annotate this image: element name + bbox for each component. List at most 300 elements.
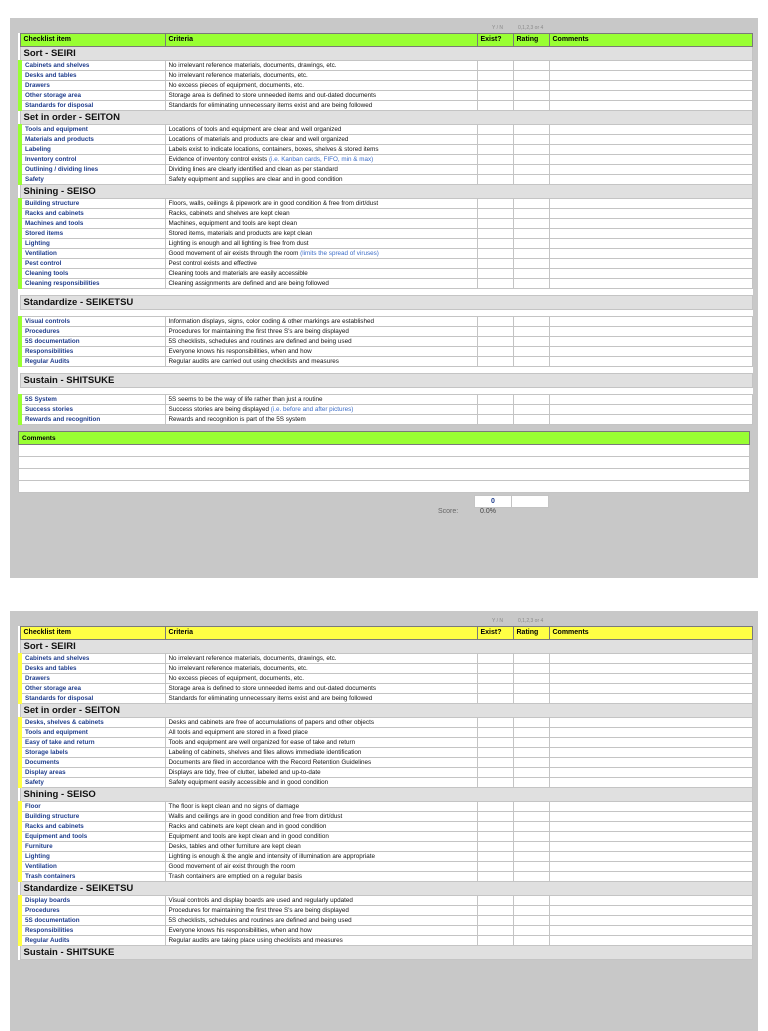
criteria-cell: [165, 862, 477, 872]
exist-input[interactable]: [477, 842, 513, 852]
exist-input[interactable]: [477, 872, 513, 882]
rating-input[interactable]: [513, 738, 549, 748]
checklist-row: [20, 862, 752, 872]
exist-input[interactable]: [477, 906, 513, 916]
exist-input[interactable]: [477, 395, 513, 405]
exist-input[interactable]: [477, 269, 513, 279]
criteria-text: 5S seems to be the way of life rather than just a routine: [168, 395, 323, 403]
exist-input[interactable]: [477, 405, 513, 415]
rating-input[interactable]: [513, 239, 549, 249]
col-header-rating: Rating: [513, 34, 549, 47]
criteria-text: No irrelevant reference materials, documents, drawings, etc.: [168, 654, 337, 662]
checklist-item: Display areas: [20, 768, 165, 778]
criteria-text: Locations of tools and equipment are clear and well organized: [168, 125, 342, 133]
criteria-cell: [165, 926, 477, 936]
exist-input[interactable]: [477, 337, 513, 347]
checklist-row: [20, 125, 752, 135]
section-row: [20, 788, 752, 802]
criteria-text: Lighting is enough and all lighting is free from dust: [168, 239, 309, 247]
rating-input[interactable]: [513, 71, 549, 81]
checklist-row: [20, 135, 752, 145]
comments-input[interactable]: [549, 694, 752, 704]
exist-input[interactable]: [477, 684, 513, 694]
section-title: Standardize - SEIKETSU: [20, 296, 752, 310]
rating-input[interactable]: [513, 125, 549, 135]
checklist-item: Tools and equipment: [20, 125, 165, 135]
exist-input[interactable]: [477, 916, 513, 926]
checklist-item: Other storage area: [20, 91, 165, 101]
exist-input[interactable]: [477, 317, 513, 327]
criteria-cell: [165, 81, 477, 91]
checklist-row: [20, 347, 752, 357]
rating-input[interactable]: [513, 862, 549, 872]
exist-input[interactable]: [477, 71, 513, 81]
exist-input[interactable]: [477, 694, 513, 704]
rating-input[interactable]: [513, 684, 549, 694]
comments-input[interactable]: [549, 239, 752, 249]
comment-line[interactable]: [19, 469, 750, 481]
comments-input[interactable]: [549, 175, 752, 185]
comments-input[interactable]: [549, 758, 752, 768]
comments-input[interactable]: [549, 812, 752, 822]
checklist-row: [20, 357, 752, 367]
rating-input[interactable]: [513, 81, 549, 91]
rating-input[interactable]: [513, 674, 549, 684]
criteria-text: Stored items, materials and products are kept clean: [168, 229, 313, 237]
criteria-cell: [165, 728, 477, 738]
section-title: Sustain - SHITSUKE: [20, 946, 752, 960]
criteria-text: Lighting is enough & the angle and intensity of illumination are appropriate: [168, 852, 376, 860]
comments-input[interactable]: [549, 81, 752, 91]
comments-input[interactable]: [549, 916, 752, 926]
checklist-row: [20, 778, 752, 788]
criteria-note: (i.e. Kanban cards, FIFO, min & max): [268, 155, 374, 163]
rating-input[interactable]: [513, 165, 549, 175]
criteria-text: Dividing lines are clearly identified and clean as per standard: [168, 165, 338, 173]
comments-input[interactable]: [549, 822, 752, 832]
comments-input[interactable]: [549, 872, 752, 882]
comments-input[interactable]: [549, 229, 752, 239]
comments-input[interactable]: [549, 71, 752, 81]
rating-input[interactable]: [513, 812, 549, 822]
comments-input[interactable]: [549, 61, 752, 71]
rating-input[interactable]: [513, 664, 549, 674]
rating-input[interactable]: [513, 347, 549, 357]
section-row: [20, 946, 752, 960]
col-header-exist: Exist?: [477, 34, 513, 47]
criteria-cell: [165, 768, 477, 778]
checklist-row: [20, 654, 752, 664]
criteria-text: Good movement of air exists through the room: [168, 249, 301, 257]
comments-input[interactable]: [549, 199, 752, 209]
rating-input[interactable]: [513, 872, 549, 882]
rating-input[interactable]: [513, 337, 549, 347]
criteria-cell: [165, 778, 477, 788]
rating-input[interactable]: [513, 317, 549, 327]
checklist-row: [20, 209, 752, 219]
rating-input[interactable]: [513, 145, 549, 155]
comments-input[interactable]: [549, 718, 752, 728]
criteria-note: (i.e. before and after pictures): [270, 405, 354, 413]
criteria-text: Visual controls and display boards are used and regularly updated: [168, 896, 353, 904]
col-header-item: Checklist item: [20, 627, 165, 640]
exist-input[interactable]: [477, 852, 513, 862]
checklist-item: Floor: [20, 802, 165, 812]
spacer-row: [20, 310, 752, 317]
comments-input[interactable]: [549, 936, 752, 946]
section-row: [20, 296, 752, 310]
criteria-text: Cleaning tools and materials are easily accessible: [168, 269, 308, 277]
totals-row: [18, 495, 750, 515]
exist-input[interactable]: [477, 199, 513, 209]
checklist-item: 5S System: [20, 395, 165, 405]
rating-input[interactable]: [513, 728, 549, 738]
criteria-cell: [165, 199, 477, 209]
score-value: 0.0%: [480, 508, 496, 515]
section-title: Sustain - SHITSUKE: [20, 374, 752, 388]
comments-input[interactable]: [549, 125, 752, 135]
rating-input[interactable]: [513, 936, 549, 946]
checklist-item: Cleaning tools: [20, 269, 165, 279]
exist-input[interactable]: [477, 101, 513, 111]
comments-input[interactable]: [549, 249, 752, 259]
comments-input[interactable]: [549, 748, 752, 758]
exist-input[interactable]: [477, 718, 513, 728]
criteria-cell: [165, 842, 477, 852]
exist-input[interactable]: [477, 768, 513, 778]
criteria-cell: [165, 852, 477, 862]
comments-header: Comments: [19, 432, 750, 445]
criteria-cell: [165, 155, 477, 165]
criteria-text: No irrelevant reference materials, documents, etc.: [168, 664, 308, 672]
comments-input[interactable]: [549, 842, 752, 852]
checklist-item: Responsibilities: [20, 926, 165, 936]
rating-input[interactable]: [513, 778, 549, 788]
criteria-cell: [165, 654, 477, 664]
checklist-item: Responsibilities: [20, 347, 165, 357]
exist-input[interactable]: [477, 175, 513, 185]
criteria-text: Regular audits are taking place using checklists and measures: [168, 936, 343, 944]
checklist-row: [20, 832, 752, 842]
checklist-row: [20, 694, 752, 704]
criteria-cell: [165, 684, 477, 694]
criteria-cell: [165, 748, 477, 758]
spacer-row: [20, 388, 752, 395]
checklist-row: [20, 738, 752, 748]
rating-input[interactable]: [513, 768, 549, 778]
rating-input[interactable]: [513, 896, 549, 906]
checklist-item: Trash containers: [20, 872, 165, 882]
comments-input[interactable]: [549, 778, 752, 788]
exist-input[interactable]: [477, 748, 513, 758]
checklist-item: Equipment and tools: [20, 832, 165, 842]
criteria-cell: [165, 269, 477, 279]
exist-input[interactable]: [477, 664, 513, 674]
checklist-row: [20, 269, 752, 279]
comments-input[interactable]: [549, 684, 752, 694]
rating-input[interactable]: [513, 852, 549, 862]
rating-total: [511, 495, 549, 508]
comment-line[interactable]: [19, 481, 750, 493]
checklist-item: Inventory control: [20, 155, 165, 165]
comment-line[interactable]: [19, 457, 750, 469]
checklist-item: Lighting: [20, 852, 165, 862]
comments-input[interactable]: [549, 357, 752, 367]
rating-input[interactable]: [513, 249, 549, 259]
comments-input[interactable]: [549, 654, 752, 664]
section-row: [20, 882, 752, 896]
criteria-text: Desks, tables and other furniture are kept clean: [168, 842, 301, 850]
checklist-row: [20, 936, 752, 946]
criteria-cell: [165, 896, 477, 906]
checklist-row: [20, 395, 752, 405]
checklist-item: Safety: [20, 778, 165, 788]
checklist-row: [20, 812, 752, 822]
rating-input[interactable]: [513, 415, 549, 425]
rating-input[interactable]: [513, 694, 549, 704]
criteria-cell: [165, 822, 477, 832]
rating-input[interactable]: [513, 61, 549, 71]
rating-input[interactable]: [513, 926, 549, 936]
rating-input[interactable]: [513, 199, 549, 209]
exist-input[interactable]: [477, 209, 513, 219]
comments-input[interactable]: [549, 852, 752, 862]
rating-input[interactable]: [513, 906, 549, 916]
comments-input[interactable]: [549, 405, 752, 415]
checklist-row: [20, 91, 752, 101]
section-row: [20, 640, 752, 654]
checklist-item: Materials and products: [20, 135, 165, 145]
checklist-item: Cabinets and shelves: [20, 654, 165, 664]
rating-input[interactable]: [513, 822, 549, 832]
exist-input[interactable]: [477, 135, 513, 145]
rating-input[interactable]: [513, 259, 549, 269]
comments-input[interactable]: [549, 395, 752, 405]
comments-input[interactable]: [549, 165, 752, 175]
checklist-row: [20, 81, 752, 91]
comments-input[interactable]: [549, 664, 752, 674]
rating-input[interactable]: [513, 175, 549, 185]
rating-input[interactable]: [513, 654, 549, 664]
checklist-item: Ventilation: [20, 862, 165, 872]
checklist-row: [20, 337, 752, 347]
col-header-criteria: Criteria: [165, 34, 477, 47]
exist-input[interactable]: [477, 219, 513, 229]
checklist-row: [20, 926, 752, 936]
criteria-cell: [165, 61, 477, 71]
criteria-text: Labels exist to indicate locations, containers, boxes, shelves & stored items: [168, 145, 379, 153]
comments-input[interactable]: [549, 896, 752, 906]
criteria-text: Displays are tidy, free of clutter, labeled and up-to-date: [168, 768, 321, 776]
exist-input[interactable]: [477, 862, 513, 872]
checklist-item: Lighting: [20, 239, 165, 249]
checklist-item: Furniture: [20, 842, 165, 852]
checklist-item: Ventilation: [20, 249, 165, 259]
exist-input[interactable]: [477, 239, 513, 249]
exist-input[interactable]: [477, 415, 513, 425]
exist-input[interactable]: [477, 81, 513, 91]
criteria-text: Tools and equipment are well organized for ease of take and return: [168, 738, 356, 746]
spacer-cell: [20, 289, 752, 296]
comments-input[interactable]: [549, 155, 752, 165]
col-header-comments: Comments: [549, 34, 752, 47]
criteria-note: (limits the spread of viruses): [300, 249, 379, 257]
section-title: Sort - SEIRI: [20, 47, 752, 61]
rating-input[interactable]: [513, 101, 549, 111]
checklist-row: [20, 239, 752, 249]
checklist-item: Other storage area: [20, 684, 165, 694]
criteria-text: Trash containers are emptied on a regular basis: [168, 872, 302, 880]
exist-input[interactable]: [477, 936, 513, 946]
rating-input[interactable]: [513, 327, 549, 337]
exist-input[interactable]: [477, 61, 513, 71]
exist-input[interactable]: [477, 812, 513, 822]
rating-input[interactable]: [513, 395, 549, 405]
comments-input[interactable]: [549, 279, 752, 289]
rating-input[interactable]: [513, 832, 549, 842]
exist-input[interactable]: [477, 165, 513, 175]
yn-hint: Y / N: [492, 618, 504, 624]
rating-input[interactable]: [513, 718, 549, 728]
criteria-text: Walls and ceilings are in good condition and free from dirt/dust: [168, 812, 343, 820]
exist-input[interactable]: [477, 728, 513, 738]
criteria-cell: [165, 812, 477, 822]
criteria-cell: [165, 916, 477, 926]
comments-input[interactable]: [549, 317, 752, 327]
rating-input[interactable]: [513, 279, 549, 289]
criteria-cell: [165, 279, 477, 289]
rating-input[interactable]: [513, 209, 549, 219]
exist-input[interactable]: [477, 674, 513, 684]
comments-input[interactable]: [549, 145, 752, 155]
rating-input[interactable]: [513, 269, 549, 279]
section-title: Shining - SEISO: [20, 185, 752, 199]
checklist-row: [20, 279, 752, 289]
rating-input[interactable]: [513, 135, 549, 145]
exist-input[interactable]: [477, 145, 513, 155]
checklist-row: [20, 155, 752, 165]
rating-input[interactable]: [513, 219, 549, 229]
comments-input[interactable]: [549, 327, 752, 337]
checklist-item: Machines and tools: [20, 219, 165, 229]
rating-input[interactable]: [513, 357, 549, 367]
comments-input[interactable]: [549, 802, 752, 812]
section-title: Set in order - SEITON: [20, 111, 752, 125]
rating-input[interactable]: [513, 758, 549, 768]
exist-input[interactable]: [477, 229, 513, 239]
section-row: [20, 111, 752, 125]
section-title: Standardize - SEIKETSU: [20, 882, 752, 896]
criteria-cell: [165, 738, 477, 748]
checklist-sheet-2: [10, 611, 758, 1031]
rating-input[interactable]: [513, 916, 549, 926]
checklist-item: Tools and equipment: [20, 728, 165, 738]
comments-input[interactable]: [549, 269, 752, 279]
criteria-text: Safety equipment easily accessible and in good condition: [168, 778, 329, 786]
comments-input[interactable]: [549, 768, 752, 778]
rating-input[interactable]: [513, 748, 549, 758]
checklist-row: [20, 175, 752, 185]
comments-input[interactable]: [549, 862, 752, 872]
exist-input[interactable]: [477, 327, 513, 337]
rating-scale-hint: 0,1,2,3 or 4: [518, 618, 544, 624]
comment-line[interactable]: [19, 445, 750, 457]
comments-input[interactable]: [549, 832, 752, 842]
exist-input[interactable]: [477, 802, 513, 812]
rating-input[interactable]: [513, 802, 549, 812]
col-header-exist: Exist?: [477, 627, 513, 640]
exist-input[interactable]: [477, 896, 513, 906]
exist-input[interactable]: [477, 347, 513, 357]
exist-input[interactable]: [477, 832, 513, 842]
rating-input[interactable]: [513, 91, 549, 101]
comments-input[interactable]: [549, 347, 752, 357]
header-row: [20, 627, 752, 640]
criteria-text: No irrelevant reference materials, documents, drawings, etc.: [168, 61, 337, 69]
comments-input[interactable]: [549, 926, 752, 936]
exist-input[interactable]: [477, 822, 513, 832]
comments-input[interactable]: [549, 738, 752, 748]
checklist-row: [20, 71, 752, 81]
section-title: Shining - SEISO: [20, 788, 752, 802]
comments-input[interactable]: [549, 906, 752, 916]
exist-input[interactable]: [477, 357, 513, 367]
comments-input[interactable]: [549, 337, 752, 347]
exist-input[interactable]: [477, 91, 513, 101]
exist-input[interactable]: [477, 279, 513, 289]
exist-input[interactable]: [477, 738, 513, 748]
exist-input[interactable]: [477, 758, 513, 768]
comments-input[interactable]: [549, 728, 752, 738]
checklist-row: [20, 684, 752, 694]
col-header-comments: Comments: [549, 627, 752, 640]
criteria-cell: [165, 415, 477, 425]
spacer-row: [20, 289, 752, 296]
comments-input[interactable]: [549, 91, 752, 101]
comments-input[interactable]: [549, 674, 752, 684]
exist-input[interactable]: [477, 155, 513, 165]
criteria-cell: [165, 259, 477, 269]
checklist-item: Pest control: [20, 259, 165, 269]
criteria-text: Everyone knows his responsibilities, when and how: [168, 347, 312, 355]
checklist-row: [20, 61, 752, 71]
column-hints: [10, 618, 758, 626]
rating-input[interactable]: [513, 155, 549, 165]
comments-input[interactable]: [549, 135, 752, 145]
exist-input[interactable]: [477, 654, 513, 664]
exist-input[interactable]: [477, 778, 513, 788]
comments-input[interactable]: [549, 259, 752, 269]
comments-input[interactable]: [549, 101, 752, 111]
rating-input[interactable]: [513, 842, 549, 852]
checklist-item: Desks and tables: [20, 71, 165, 81]
checklist-row: [20, 674, 752, 684]
comments-input[interactable]: [549, 209, 752, 219]
checklist-item: Standards for disposal: [20, 101, 165, 111]
exist-input[interactable]: [477, 926, 513, 936]
comments-input[interactable]: [549, 415, 752, 425]
checklist-row: [20, 219, 752, 229]
comments-input[interactable]: [549, 219, 752, 229]
exist-input[interactable]: [477, 259, 513, 269]
section-row: [20, 374, 752, 388]
criteria-cell: [165, 694, 477, 704]
rating-input[interactable]: [513, 405, 549, 415]
rating-input[interactable]: [513, 229, 549, 239]
exist-input[interactable]: [477, 249, 513, 259]
exist-input[interactable]: [477, 125, 513, 135]
criteria-text: No excess pieces of equipment, documents, etc.: [168, 674, 304, 682]
